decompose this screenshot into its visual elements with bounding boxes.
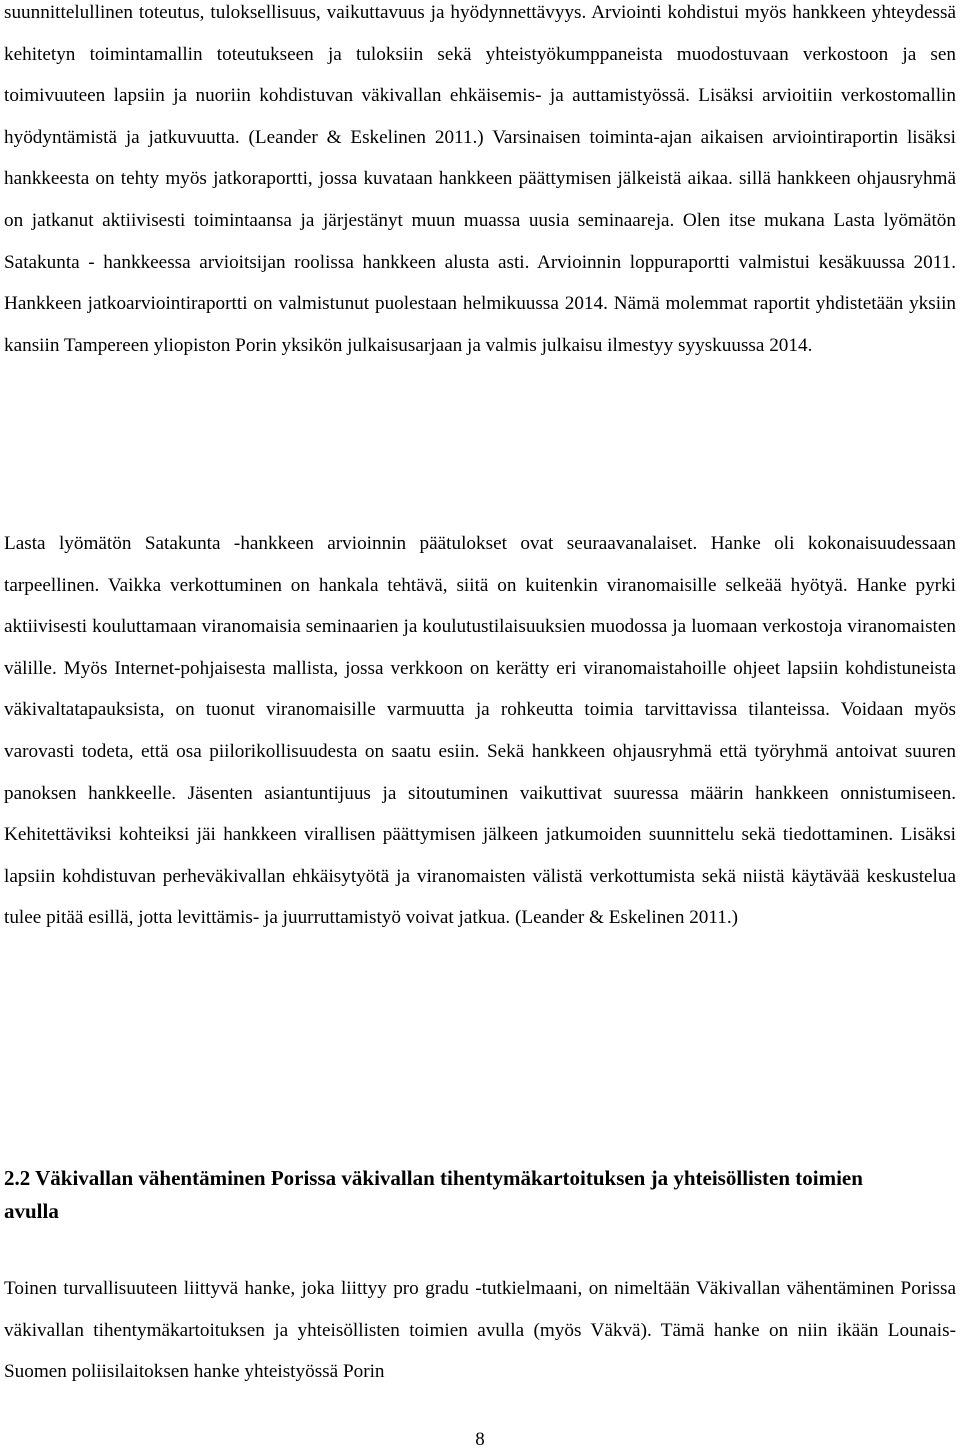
body-paragraph: suunnittelullinen toteutus, tuloksellisuus, vaikuttavuus ja hyödynnettävyys. Arviointi kohdistui myös hankkeen yhteydessä kehitetyn toimintamallin toteutukseen ja tuloksiin sekä yhteistyökumppaneista muodostuvaan verkostoon ja sen toimivuuteen lapsiin ja nuoriin kohdistuvan väkivallan ehkäisemis- ja auttamistyössä. Lisäksi arvioitiin verkostomallin hyödyntämistä ja jatkuvuutta. (Leander & Eskelinen 2011.) Varsinaisen toiminta-ajan aikaisen arviointiraportin lisäksi hankkeesta on tehty myös jatkoraportti, jossa kuvataan hankkeen päättymisen jälkeistä aikaa. sillä hankkeen ohjausryhmä on jatkanut aktiivisesti toimintaansa ja järjestänyt muun muassa uusia seminaareja. Olen itse mukana Lasta lyömätön Satakunta - hankkeessa arvioitsijan roolissa hankkeen alusta asti. Arvioinnin loppuraportti valmistui kesäkuussa 2011. Hankkeen jatkoarviointiraportti on valmistunut puolestaan helmikuussa 2014. Nämä molemmat raportit yhdistetään yksiin kansiin Tampereen yliopiston Porin yksikön julkaisusarjaan ja valmis julkaisu ilmestyy syyskuussa 2014. [4,2,956,356]
body-paragraph: Toinen turvallisuuteen liittyvä hanke, joka liittyy pro gradu -tutkielmaani, on nimeltään Väkivallan vähentäminen Porissa väkivallan tihentymäkartoituksen ja yhteisöllisten toimien avulla (myös Väkvä). Tämä hanke on niin ikään Lounais-Suomen poliisilaitoksen hanke yhteistyössä Porin [4,1278,956,1383]
page-number: 8 [475,1429,485,1450]
section-heading: 2.2 Väkivallan vähentäminen Porissa väkivallan tihentymäkartoituksen ja yhteisöllisten toimien avulla [4,1166,863,1223]
body-paragraph: Lasta lyömätön Satakunta -hankkeen arvioinnin päätulokset ovat seuraavanalaiset. Hanke oli kokonaisuudessaan tarpeellinen. Vaikka verkottuminen on hankala tehtävä, siitä on kuitenkin viranomaisille selkeää hyötyä. Hanke pyrki aktiivisesti kouluttamaan viranomaisia seminaarien ja koulutustilaisuuksien muodossa ja luomaan verkostoja viranomaisten välille. Myös Internet-pohjaisesta mallista, jossa verkkoon on kerätty eri viranomaistahoille ohjeet lapsiin kohdistuneista väkivaltatapauksista, on tuonut viranomaisille varmuutta ja rohkeutta toimia tarvittavissa tilanteissa. Voidaan myös varovasti todeta, että osa piilorikollisuudesta on saatu esiin. Sekä hankkeen ohjausryhmä että työryhmä antoivat suuren panoksen hankkeelle. Jäsenten asiantuntijuus ja sitoutuminen vaikuttivat suuressa määrin hankkeen onnistumiseen. Kehitettäviksi kohteiksi jäi hankkeen virallisen päättymisen jälkeen jatkumoiden suunnittelu sekä tiedottaminen. Lisäksi lapsiin kohdistuvan perheväkivallan ehkäisytyötä ja viranomaisten välistä verkottumista sekä niistä käytävää keskustelua tulee pitää esillä, jotta levittämis- ja juurruttamistyö voivat jatkua. (Leander & Eskelinen 2011.) [4,533,956,929]
